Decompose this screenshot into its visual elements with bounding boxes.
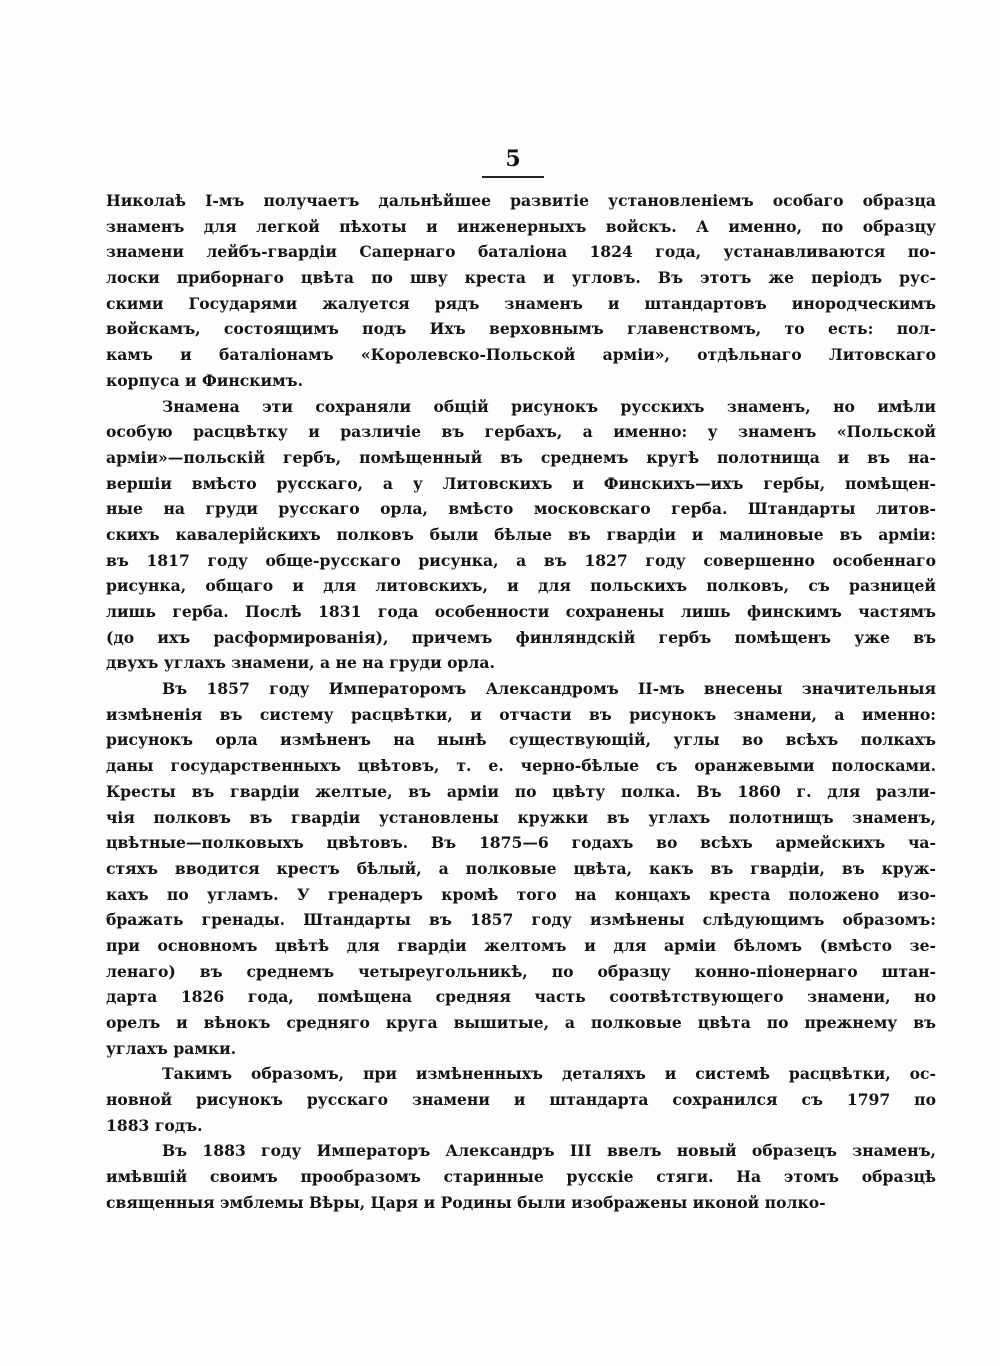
- text-line: знаменъ для легкой пѣхоты и инженерныхъ войскъ. А именно, по образцу: [106, 216, 936, 236]
- text-line: корпуса и Финскимъ.: [106, 370, 304, 390]
- paragraph: [106, 188, 936, 394]
- text-line: Кресты въ гвардіи желтые, въ арміи по цвѣту полка. Въ 1860 г. для разли-: [106, 781, 936, 801]
- text-line: углахъ рамки.: [106, 1038, 237, 1058]
- text-line: двухъ углахъ знамени, а не на груди орла.: [106, 653, 495, 673]
- text-line: 1883 годъ.: [106, 1115, 203, 1135]
- text-line: рисунокъ орла измѣненъ на нынѣ существующій, углы во всѣхъ полкахъ: [106, 730, 936, 750]
- text-line: Такимъ образомъ, при измѣненныхъ деталяхъ и системѣ расцвѣтки, ос-: [162, 1064, 936, 1084]
- text-line: войскамъ, состоящимъ подъ Ихъ верховнымъ главенствомъ, то есть: пол-: [106, 319, 936, 339]
- text-line: знамени лейбъ-гвардіи Сапернаго баталіона 1824 года, устанавливаются по-: [106, 242, 936, 262]
- text-line: Въ 1883 году Императоръ Александръ III ввелъ новый образецъ знаменъ,: [162, 1141, 936, 1161]
- text-line: при основномъ цвѣтѣ для гвардіи желтомъ и для арміи бѣломъ (вмѣсто зе-: [106, 935, 936, 955]
- paragraph: [106, 1138, 936, 1215]
- text-line: рисунка, общаго и для литовскихъ, и для польскихъ полковъ, съ разницей: [106, 576, 936, 596]
- text-line: измѣненія въ систему расцвѣтки, и отчасти въ рисунокъ знамени, а именно:: [106, 704, 936, 724]
- text-line: арміи»—польскій гербъ, помѣщенный въ среднемъ кругѣ полотнища и въ на-: [106, 447, 936, 467]
- text-line: лоски приборнаго цвѣта по шву креста и угловъ. Въ этотъ же періодъ рус-: [106, 268, 936, 288]
- text-line: ленаго) въ среднемъ четыреугольникѣ, по образцу конно-піонернаго штан-: [106, 961, 936, 981]
- text-line: кахъ по угламъ. У гренадеръ кромѣ того на концахъ креста положено изо-: [106, 884, 936, 904]
- text-line: ные на груди русскаго орла, вмѣсто московскаго герба. Штандарты литов-: [106, 499, 936, 519]
- text-line: Въ 1857 году Императоромъ Александромъ II-мъ внесены значительныя: [162, 679, 936, 699]
- page-number-rule: [482, 176, 544, 178]
- text-line: (до ихъ расформированія), причемъ финляндскій гербъ помѣщенъ уже въ: [106, 627, 936, 647]
- text-line: Николаѣ І-мъ получаетъ дальнѣйшее развитіе установленіемъ особаго образца: [106, 191, 936, 210]
- paragraph: [106, 1061, 936, 1138]
- text-line: имѣвшій своимъ прообразомъ старинные русскіе стяги. На этомъ образцѣ: [106, 1167, 936, 1187]
- text-line: скими Государями жалуется рядъ знаменъ и штандартовъ инородческимъ: [106, 293, 936, 313]
- text-line: скихъ кавалерійскихъ полковъ были бѣлые въ гвардіи и малиновые въ арміи:: [106, 524, 936, 544]
- paragraph: [106, 394, 936, 677]
- text-line: лишь герба. Послѣ 1831 года особенности сохранены лишь финскимъ частямъ: [106, 602, 936, 621]
- text-line: даны государственныхъ цвѣтовъ, т. е. черно-бѣлые съ оранжевыми полосками.: [106, 756, 936, 776]
- text-line: Знамена эти сохраняли общій рисунокъ русскихъ знаменъ, но имѣли: [162, 396, 936, 416]
- paragraph: [106, 676, 936, 1061]
- text-line: особую расцвѣтку и различіе въ гербахъ, а именно: у знаменъ «Польской: [106, 422, 936, 442]
- text-line: въ 1817 году обще-русскаго рисунка, а въ 1827 году совершенно особеннаго: [106, 550, 936, 570]
- body-text: [106, 188, 936, 1216]
- text-line: дарта 1826 года, помѣщена средняя часть соотвѣтствующего знамени, но: [106, 987, 936, 1007]
- text-line: чія полковъ въ гвардіи установлены кружки въ углахъ полотнищъ знаменъ,: [106, 807, 936, 827]
- text-line: новной рисунокъ русскаго знамени и штандарта сохранился съ 1797 по: [106, 1090, 936, 1110]
- text-line: священныя эмблемы Вѣры, Царя и Родины были изображены иконой полко-: [106, 1192, 826, 1212]
- text-line: камъ и баталіонамъ «Королевско-Польской арміи», отдѣльнаго Литовскаго: [106, 345, 936, 365]
- text-line: стяхъ вводится крестъ бѣлый, а полковые цвѣта, какъ въ гвардіи, въ круж-: [106, 858, 936, 878]
- text-line: бражать гренады. Штандарты въ 1857 году измѣнены слѣдующимъ образомъ:: [106, 910, 936, 930]
- text-line: орелъ и вѣнокъ средняго круга вышитые, а полковые цвѣта по прежнему въ: [106, 1013, 936, 1032]
- text-line: цвѣтные—полковыхъ цвѣтовъ. Въ 1875—6 годахъ во всѣхъ армейскихъ ча-: [106, 833, 936, 853]
- text-line: вершіи вмѣсто русскаго, а у Литовскихъ и Финскихъ—ихъ гербы, помѣщен-: [106, 473, 936, 493]
- page-number: 5: [505, 146, 521, 172]
